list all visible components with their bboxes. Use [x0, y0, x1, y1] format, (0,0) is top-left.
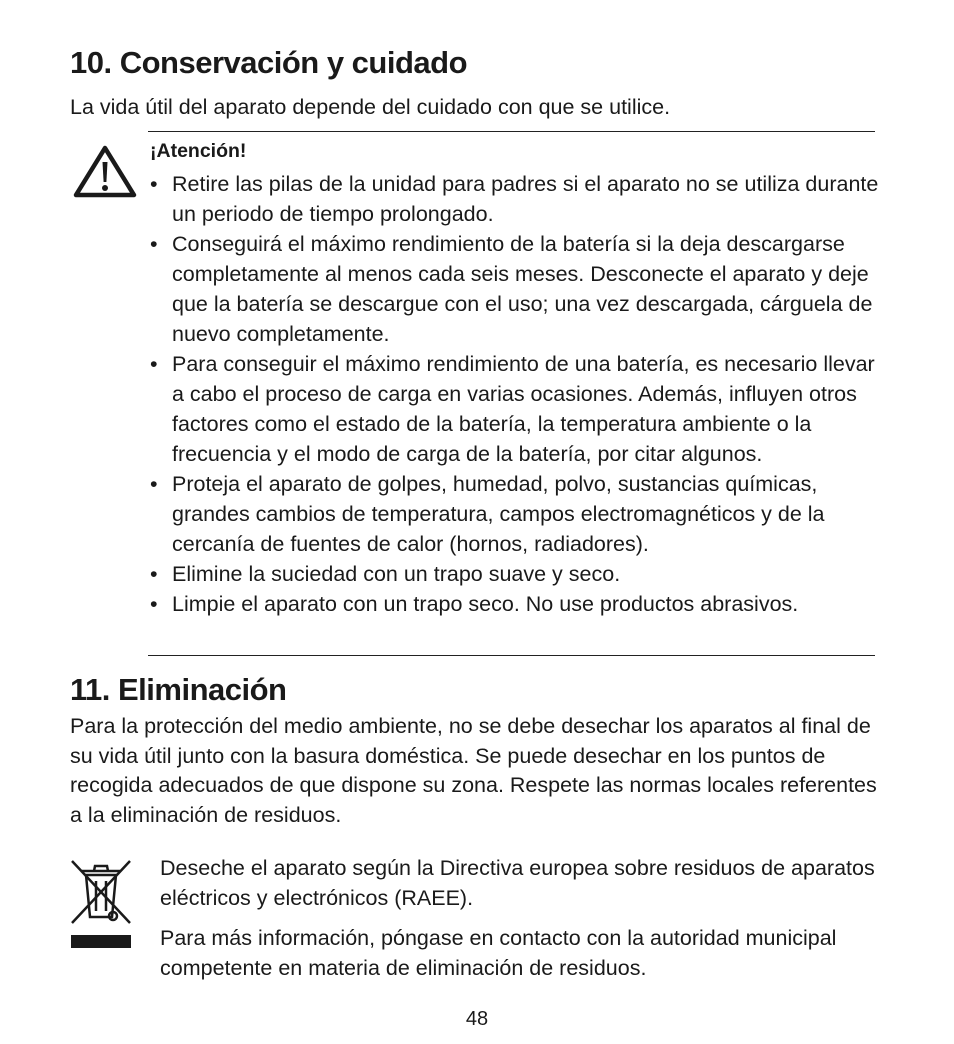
list-item: • Limpie el aparato con un trapo seco. No use productos abrasivos. — [150, 592, 799, 616]
list-item: • Proteja el aparato de golpes, humedad, polvo, sustancias químicas, grandes cambios de temperatura, campos electromagnéticos y de la cercanía de fuentes de calor (hornos, radiadores). — [150, 472, 825, 556]
section-10-intro: La vida útil del aparato depende del cuidado con que se utilice. — [70, 95, 671, 119]
section-11-body: Para la protección del medio ambiente, no se debe desechar los aparatos al final de su vida útil junto con la basura doméstica. Se puede desechar en los puntos de recogida adecuados de que dispone su zona. Respete las normas locales referentes a la eliminación de residuos. — [70, 714, 877, 827]
section-10-title: 10. Conservación y cuidado — [70, 45, 468, 80]
list-item: • Conseguirá el máximo rendimiento de la batería si la deja descargarse completamente al menos cada seis meses. Desconecte el aparato y deje que la batería se descargue con el uso; una vez descargada, cárguela de nuevo completamente. — [150, 232, 873, 346]
page-number: 48 — [465, 1008, 489, 1030]
list-item: • Elimine la suciedad con un trapo suave y seco. — [150, 562, 621, 586]
warning-bottom-rule — [148, 655, 875, 656]
warning-top-rule — [148, 131, 875, 132]
care-instructions-list — [150, 169, 880, 619]
section-11-title: 11. Eliminación — [70, 672, 287, 707]
weee-directive-text: Deseche el aparato según la Directiva europea sobre residuos de aparatos eléctricos y electrónicos (RAEE). — [160, 856, 875, 910]
contact-authority-text: Para más información, póngase en contacto con la autoridad municipal competente en materia de eliminación de residuos. — [160, 926, 837, 980]
list-item: • Retire las pilas de la unidad para padres si el aparato no se utiliza durante un periodo de tiempo prolongado. — [150, 172, 879, 226]
crossed-out-wheelie-bin-icon — [68, 857, 134, 951]
warning-triangle-icon — [72, 144, 138, 199]
list-item: • Para conseguir el máximo rendimiento de una batería, es necesario llevar a cabo el proceso de carga en varias ocasiones. Además, influyen otros factores como el estado de la batería, la temperatura ambiente o la frecuencia y el modo de carga de la batería, por citar algunos. — [150, 352, 875, 466]
warning-title: ¡Atención! — [150, 140, 247, 162]
